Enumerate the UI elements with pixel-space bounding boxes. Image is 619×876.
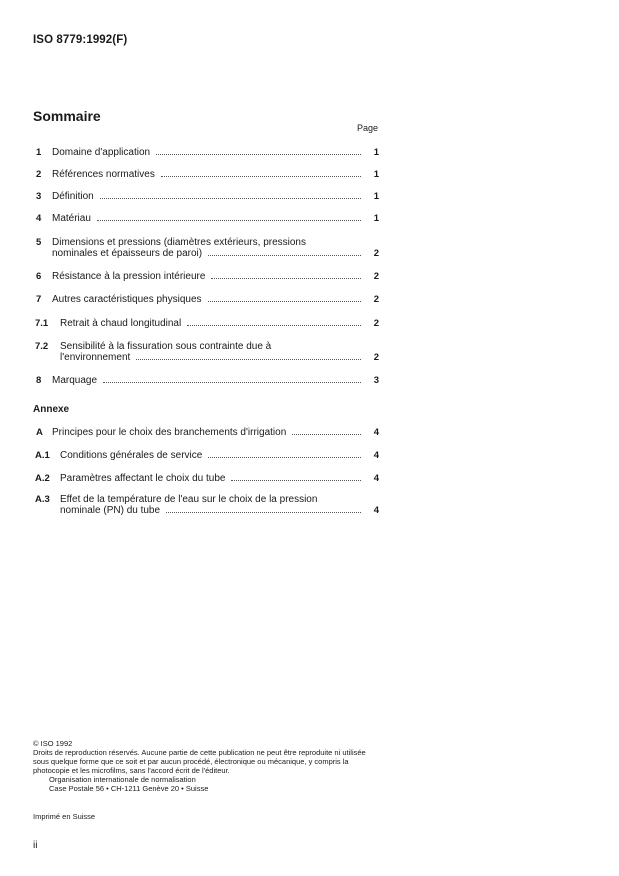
toc-entry-title: Dimensions et pressions (diamètres extérieurs, pressions <box>52 237 306 248</box>
toc-entry-page: 2 <box>373 318 379 329</box>
toc-entry-number: 1 <box>36 147 42 158</box>
toc-entry <box>33 191 379 202</box>
toc-entry-title: Paramètres affectant le choix du tube <box>60 473 226 484</box>
toc-entry-page: 4 <box>373 473 379 484</box>
toc-entry-number: 6 <box>36 271 42 282</box>
toc-entry-page: 1 <box>373 213 379 224</box>
toc-entry <box>33 147 379 158</box>
toc-entry-title: Références normatives <box>52 169 155 180</box>
page-column-label: Page <box>357 123 379 133</box>
dot-leader <box>231 480 361 481</box>
dot-leader <box>187 325 361 326</box>
toc-entry-page: 2 <box>373 248 379 259</box>
organisation-address: Case Postale 56 • CH-1211 Genève 20 • Suisse <box>49 784 209 793</box>
toc-entry-page: 2 <box>373 294 379 305</box>
toc-entry-title: nominales et épaisseurs de paroi) <box>52 248 203 259</box>
organisation-name: Organisation internationale de normalisation <box>49 775 196 784</box>
dot-leader <box>208 255 361 256</box>
copyright-line: © ISO 1992 <box>33 739 73 748</box>
toc-entry-number: A.3 <box>35 494 50 505</box>
toc-entry-number: 7.2 <box>35 341 49 352</box>
toc-entry-page: 4 <box>373 450 379 461</box>
page-number: ii <box>33 840 38 851</box>
annex-title: Annexe <box>33 404 70 415</box>
toc-entry-number: 2 <box>36 169 42 180</box>
toc-entry-number: 4 <box>36 213 42 224</box>
toc-entry <box>33 375 379 386</box>
toc-entry-title: Effet de la température de l'eau sur le choix de la pression <box>60 494 318 505</box>
toc-entry-title: Autres caractéristiques physiques <box>52 294 202 305</box>
dot-leader <box>208 301 361 302</box>
toc-entry-page: 1 <box>373 147 379 158</box>
toc-entry <box>33 169 379 180</box>
toc-entry-page: 3 <box>373 375 379 386</box>
dot-leader <box>100 198 361 199</box>
dot-leader <box>211 278 361 279</box>
toc-entry <box>33 341 379 363</box>
toc-entry <box>33 427 379 438</box>
toc-entry-number: 5 <box>36 237 42 248</box>
toc-entry-number: A.2 <box>35 473 50 484</box>
toc-entry <box>33 473 379 484</box>
toc-entry-number: 7.1 <box>35 318 49 329</box>
toc-entry-title: Marquage <box>52 375 98 386</box>
dot-leader <box>292 434 361 435</box>
toc-entry-number: A.1 <box>35 450 50 461</box>
toc-entry-title: Matériau <box>52 213 91 224</box>
toc-entry-number: 8 <box>36 375 42 386</box>
toc-entry-title: Principes pour le choix des branchements d'irrigation <box>52 427 287 438</box>
toc-entry-page: 2 <box>373 352 379 363</box>
toc-entry <box>33 318 379 329</box>
dot-leader <box>136 359 361 360</box>
toc-entry-number: A <box>36 427 43 438</box>
toc-entry <box>33 213 379 224</box>
toc-entry-title: Retrait à chaud longitudinal <box>60 318 182 329</box>
toc-entry-title: l'environnement <box>60 352 131 363</box>
dot-leader <box>156 154 361 155</box>
dot-leader <box>161 176 361 177</box>
rights-text: Droits de reproduction réservés. Aucune partie de cette publication ne peut être reproduite ni utilisée sous quelque forme que ce soit et par aucun procédé, électronique ou mécanique, y compris la photocopie et les microfilms, sans l'accord écrit de l'éditeur. <box>33 748 366 775</box>
dot-leader <box>97 220 361 221</box>
toc-entry-page: 2 <box>373 271 379 282</box>
dot-leader <box>166 512 361 513</box>
document-id: ISO 8779:1992(F) <box>33 34 128 46</box>
toc-entry <box>33 494 379 516</box>
toc-entry-title: Sensibilité à la fissuration sous contrainte due à <box>60 341 272 352</box>
toc-entry-title: Résistance à la pression intérieure <box>52 271 206 282</box>
toc-entry <box>33 450 379 461</box>
toc-entry-page: 4 <box>373 505 379 516</box>
toc-entry <box>33 294 379 305</box>
toc-entry-title: Conditions générales de service <box>60 450 203 461</box>
toc-entry-number: 7 <box>36 294 42 305</box>
toc-entry-title: nominale (PN) du tube <box>60 505 161 516</box>
toc-entry-page: 1 <box>373 191 379 202</box>
copyright-notice <box>33 739 383 793</box>
toc-entry-title: Domaine d'application <box>52 147 151 158</box>
toc-entry-title: Définition <box>52 191 94 202</box>
toc-title: Sommaire <box>33 108 101 124</box>
toc-entry-page: 4 <box>373 427 379 438</box>
dot-leader <box>208 457 361 458</box>
toc-entry-number: 3 <box>36 191 42 202</box>
toc-entry-page: 1 <box>373 169 379 180</box>
printed-in: Imprimé en Suisse <box>33 812 96 821</box>
toc-entry <box>33 271 379 282</box>
toc-entry <box>33 237 379 259</box>
dot-leader <box>103 382 361 383</box>
